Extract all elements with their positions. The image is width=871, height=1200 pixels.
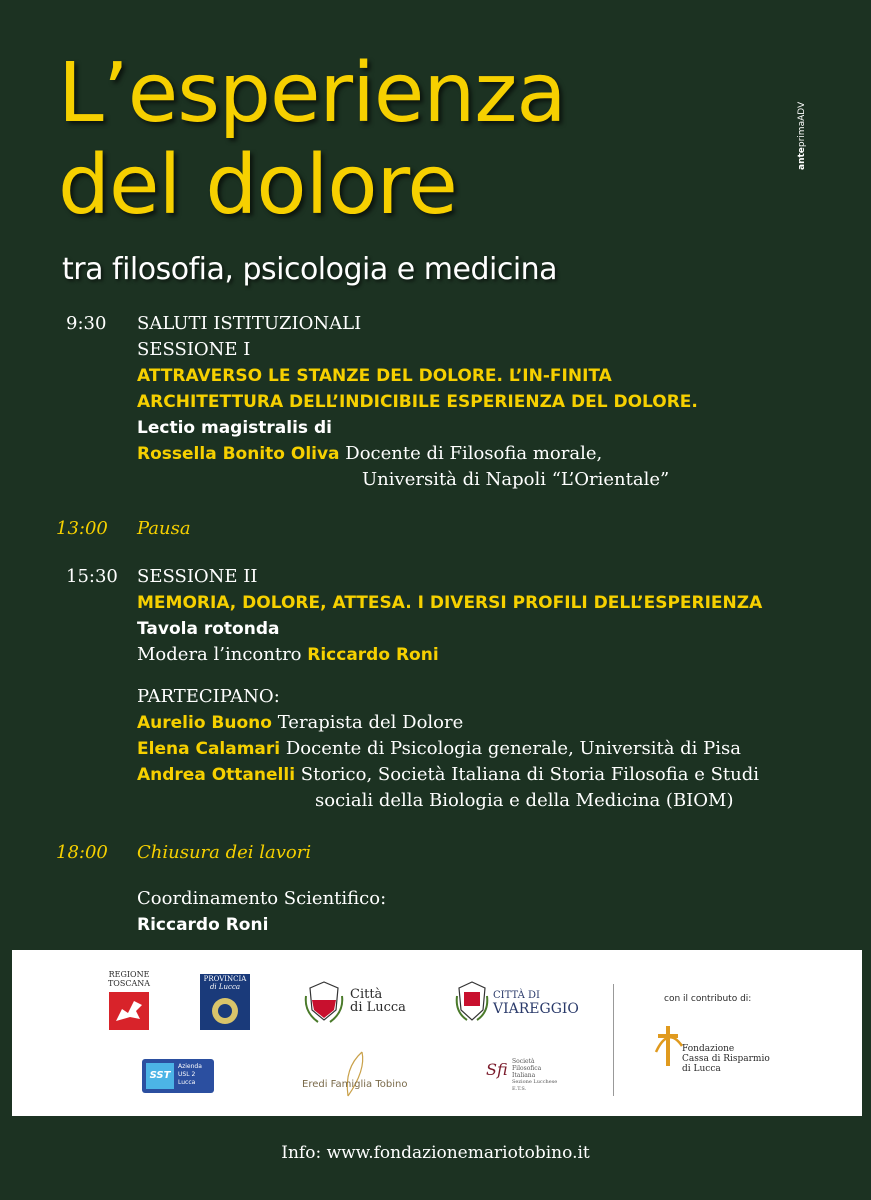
format-label: Tavola rotonda: [137, 619, 280, 639]
participant-name: Aurelio Buono: [137, 713, 272, 733]
time-13-00: 13:00: [56, 518, 108, 539]
participant-name: Andrea Ottanelli: [137, 765, 296, 785]
coordination-content: [137, 886, 386, 938]
event-title-line-1: L’esperienza: [58, 46, 566, 141]
logo-asl: [142, 1059, 214, 1093]
asl-mark: SST: [146, 1063, 174, 1089]
quill-icon: [340, 1050, 370, 1100]
coordinator-name: Riccardo Roni: [137, 915, 269, 935]
logo-text: E.T.S.: [512, 1086, 527, 1092]
logo-text: CITTÀ DI: [493, 990, 540, 1001]
contribution-label: con il contributo di:: [664, 994, 752, 1004]
event-title-line-2: del dolore: [58, 138, 457, 233]
logo-text: di Lucca: [209, 983, 241, 991]
moderator-label: Modera l’incontro: [137, 644, 302, 665]
logo-text: Filosofica: [512, 1065, 542, 1072]
participants-label: PARTECIPANO:: [137, 686, 280, 707]
time-18-00: 18:00: [56, 842, 108, 863]
session-1-content: [137, 311, 698, 493]
tobino-text: Eredi Famiglia Tobino: [302, 1079, 408, 1090]
participant-2: [137, 736, 759, 762]
logo-text: Azienda: [178, 1063, 202, 1070]
lectio-label: Lectio magistralis di: [137, 418, 332, 438]
moderator-line: [137, 642, 762, 668]
fondazione-text: [682, 1044, 770, 1074]
credit-bold: ante: [797, 147, 807, 170]
pause-label: Pausa: [137, 518, 191, 539]
logo-text: VIAREGGIO: [493, 1001, 579, 1017]
session-1-heading-line-2: ARCHITETTURA DELL’INDICIBILE ESPERIENZA DEL DOLORE.: [137, 392, 698, 412]
logo-text: Lucca: [178, 1079, 196, 1086]
participant-3: [137, 762, 759, 788]
coat-of-arms-icon: [200, 992, 250, 1030]
session-2-heading: MEMORIA, DOLORE, ATTESA. I DIVERSI PROFILI DELL’ESPERIENZA: [137, 593, 763, 613]
speaker-name: Rossella Bonito Oliva: [137, 444, 340, 464]
logo-text: di Lucca: [682, 1064, 721, 1074]
lucca-shield-icon: [304, 978, 344, 1024]
saluti-line: SALUTI ISTITUZIONALI: [137, 313, 362, 334]
logo-text: di Lucca: [350, 1000, 406, 1015]
logo-divider: [613, 984, 614, 1096]
provincia-header: [200, 974, 250, 992]
moderator-name: Riccardo Roni: [307, 645, 439, 665]
logo-text: Italiana: [512, 1072, 536, 1079]
speaker-role-2: Università di Napoli “L’Orientale”: [362, 469, 670, 490]
closing-label: Chiusura dei lavori: [137, 842, 312, 863]
event-title: [58, 48, 566, 232]
speaker-line: [137, 441, 698, 467]
asl-text: [178, 1063, 202, 1087]
fondazione-cross-icon: [652, 1022, 686, 1068]
sponsor-logos: [12, 950, 862, 1116]
session-2-content: [137, 564, 762, 668]
logo-text: Sezione Lucchese: [512, 1079, 558, 1085]
coordination-label: Coordinamento Scientifico:: [137, 888, 387, 909]
participants-list: [137, 684, 759, 814]
participant-role: Terapista del Dolore: [277, 712, 464, 733]
speaker-role-1: Docente di Filosofia morale,: [345, 443, 603, 464]
participant-role: Storico, Società Italiana di Storia Filosofia e Studi: [300, 764, 760, 785]
logo-text: Città: [350, 987, 383, 1002]
participant-role: Docente di Psicologia generale, Università di Pisa: [285, 738, 741, 759]
designer-credit: [797, 102, 807, 170]
logo-text: REGIONE: [108, 970, 150, 979]
time-15-30: 15:30: [66, 566, 118, 587]
session-2-label: SESSIONE II: [137, 566, 258, 587]
lucca-text: [350, 988, 406, 1014]
logo-text: USL 2: [178, 1071, 196, 1078]
logo-text: Cassa di Risparmio: [682, 1054, 770, 1064]
pegasus-icon: [108, 991, 150, 1031]
participant-3-role-2: sociali della Biologia e della Medicina (BIOM): [315, 790, 734, 811]
sfi-text: [512, 1058, 557, 1093]
logo-text: TOSCANA: [107, 979, 151, 988]
participant-1: [137, 710, 759, 736]
session-1-heading-line-1: ATTRAVERSO LE STANZE DEL DOLORE. L’IN-FINITA: [137, 366, 612, 386]
viareggio-shield-icon: [455, 980, 489, 1022]
logo-text: Società: [512, 1058, 535, 1065]
logo-provincia-lucca: [200, 974, 250, 1034]
session-1-label: SESSIONE I: [137, 339, 251, 360]
viareggio-text: [493, 990, 579, 1017]
time-9-30: 9:30: [66, 313, 107, 334]
credit-rest: primaADV: [797, 101, 807, 148]
sfi-mark: Sfi: [486, 1060, 508, 1079]
logo-regione-toscana: [106, 970, 152, 1033]
info-line: Info: www.fondazionemariotobino.it: [281, 1143, 590, 1163]
event-subtitle: tra filosofia, psicologia e medicina: [62, 252, 558, 287]
logo-text: PROVINCIA: [203, 975, 247, 983]
participant-name: Elena Calamari: [137, 739, 281, 759]
logo-text: Fondazione: [682, 1044, 735, 1054]
